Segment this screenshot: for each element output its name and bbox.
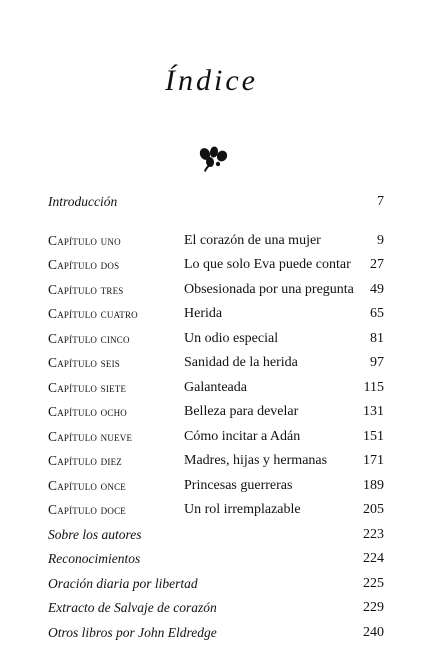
table-of-contents	[48, 190, 384, 645]
page-number: 151	[363, 428, 384, 444]
chapter-title: Princesas guerreras	[184, 477, 293, 493]
page-number: 65	[370, 306, 384, 321]
page-number: 131	[363, 404, 384, 419]
page-number: 225	[363, 575, 384, 591]
page-number: 229	[363, 600, 384, 615]
toc-entry-introduction[interactable]	[48, 190, 384, 215]
chapter-title: Galanteada	[184, 379, 247, 395]
page-number: 240	[363, 624, 384, 640]
page-number: 49	[370, 281, 384, 297]
chapter-label: Capítulo seis	[48, 355, 120, 370]
chapter-label: Capítulo dos	[48, 257, 120, 272]
toc-entry-chapter-1[interactable]	[48, 229, 384, 254]
entry-title: Reconocimientos	[48, 551, 141, 566]
entry-title: Introducción	[48, 194, 118, 209]
page-number: 189	[363, 477, 384, 493]
page-number: 97	[370, 355, 384, 370]
toc-entry-otros-libros[interactable]	[48, 621, 384, 646]
chapter-label: Capítulo cuatro	[48, 306, 138, 321]
chapter-title: Un rol irremplazable	[184, 502, 301, 517]
chapter-label: Capítulo diez	[48, 453, 122, 468]
page-number: 115	[363, 379, 384, 395]
page-number: 27	[370, 257, 384, 272]
toc-entry-oracion-diaria[interactable]	[48, 572, 384, 597]
chapter-label: Capítulo cinco	[48, 330, 130, 346]
toc-entry-chapter-3[interactable]	[48, 278, 384, 303]
chapter-label: Capítulo doce	[48, 502, 126, 517]
toc-entry-reconocimientos[interactable]	[48, 547, 384, 572]
toc-entry-chapter-5[interactable]	[48, 327, 384, 352]
toc-entry-chapter-6[interactable]	[48, 351, 384, 376]
entry-title: Extracto de Salvaje de corazón	[48, 600, 217, 615]
floral-ornament-icon	[196, 145, 230, 173]
chapter-title: Herida	[184, 306, 223, 321]
toc-entry-extracto[interactable]	[48, 596, 384, 621]
toc-entry-chapter-7[interactable]	[48, 376, 384, 401]
toc-entry-chapter-11[interactable]	[48, 474, 384, 499]
page-number: 7	[377, 194, 384, 209]
chapter-title: Madres, hijas y hermanas	[184, 453, 328, 468]
toc-entry-chapter-9[interactable]	[48, 425, 384, 450]
chapter-title: Lo que solo Eva puede contar	[184, 257, 351, 272]
page-number: 224	[363, 551, 384, 566]
chapter-label: Capítulo once	[48, 477, 126, 493]
page-number: 9	[377, 232, 384, 248]
toc-entry-sobre-los-autores[interactable]	[48, 523, 384, 548]
chapter-label: Capítulo ocho	[48, 404, 127, 419]
page-number: 223	[363, 526, 384, 542]
entry-title: Oración diaria por libertad	[48, 575, 198, 591]
toc-entry-chapter-10[interactable]	[48, 449, 384, 474]
chapter-title: Sanidad de la herida	[184, 355, 298, 370]
toc-entry-chapter-2[interactable]	[48, 253, 384, 278]
chapter-label: Capítulo siete	[48, 379, 127, 395]
page-number: 81	[370, 330, 384, 346]
chapter-title: El corazón de una mujer	[184, 232, 321, 248]
page-number: 205	[363, 502, 384, 517]
entry-title: Otros libros por John Eldredge	[48, 624, 217, 640]
chapter-title: Belleza para develar	[184, 404, 299, 419]
chapter-title: Obsesionada por una pregunta	[184, 281, 354, 297]
toc-entry-chapter-4[interactable]	[48, 302, 384, 327]
chapter-title: Un odio especial	[184, 330, 279, 346]
page-number: 171	[363, 453, 384, 468]
chapter-label: Capítulo tres	[48, 281, 124, 297]
chapter-label: Capítulo nueve	[48, 428, 133, 444]
chapter-title: Cómo incitar a Adán	[184, 428, 301, 444]
toc-entry-chapter-12[interactable]	[48, 498, 384, 523]
entry-title: Sobre los autores	[48, 526, 142, 542]
page-title: Índice	[165, 64, 258, 97]
toc-entry-chapter-8[interactable]	[48, 400, 384, 425]
chapter-label: Capítulo uno	[48, 232, 121, 248]
